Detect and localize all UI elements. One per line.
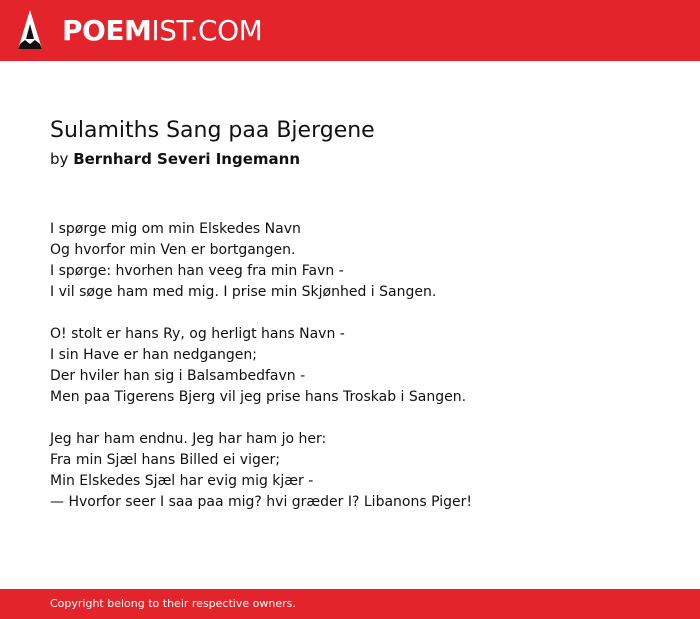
poem-line: Fra min Sjæl hans Billed ei viger; [50,452,280,468]
poem-line: Der hviler han sig i Balsambedfavn - [50,368,306,384]
poem-byline [50,149,300,169]
poem-line: I spørge: hvorhen han veeg fra min Favn - [50,263,344,279]
copyright-text: Copyright belong to their respective owners. [50,597,296,610]
poem-line: O! stolt er hans Ry, og herligt hans Navn - [50,326,345,342]
poem-stanza [50,324,670,408]
poem-line: Men paa Tigerens Bjerg vil jeg prise hans Troskab i Sangen. [50,389,467,405]
poem-line: I sin Have er han nedgangen; [50,347,257,363]
site-logo-bold-text: POEM [62,14,152,47]
by-label: by [50,150,69,168]
poem-line: Og hvorfor min Ven er bortgangen. [50,242,296,258]
site-logo-text [62,10,262,52]
site-logo-light-text: IST.COM [151,14,263,47]
poem-line: I spørge mig om min Elskedes Navn [50,221,301,237]
site-logo-link[interactable] [18,10,262,52]
poem-line: Jeg har ham endnu. Jeg har ham jo her: [50,431,327,447]
pencil-tip-icon [18,10,42,52]
poem-title: Sulamiths Sang paa Bjergene [50,118,375,143]
site-footer [0,589,700,619]
poem-line: I vil søge ham med mig. I prise min Skjønhed i Sangen. [50,284,437,300]
poem-stanza [50,219,670,303]
poem-body [50,219,670,534]
poem-stanza [50,429,670,513]
poem-line: Min Elskedes Sjæl har evig mig kjær - [50,473,314,489]
poem-line: — Hvorfor seer I saa paa mig? hvi græder I? Libanons Piger! [50,494,472,510]
author-name: Bernhard Severi Ingemann [73,150,300,168]
site-header [0,0,700,61]
